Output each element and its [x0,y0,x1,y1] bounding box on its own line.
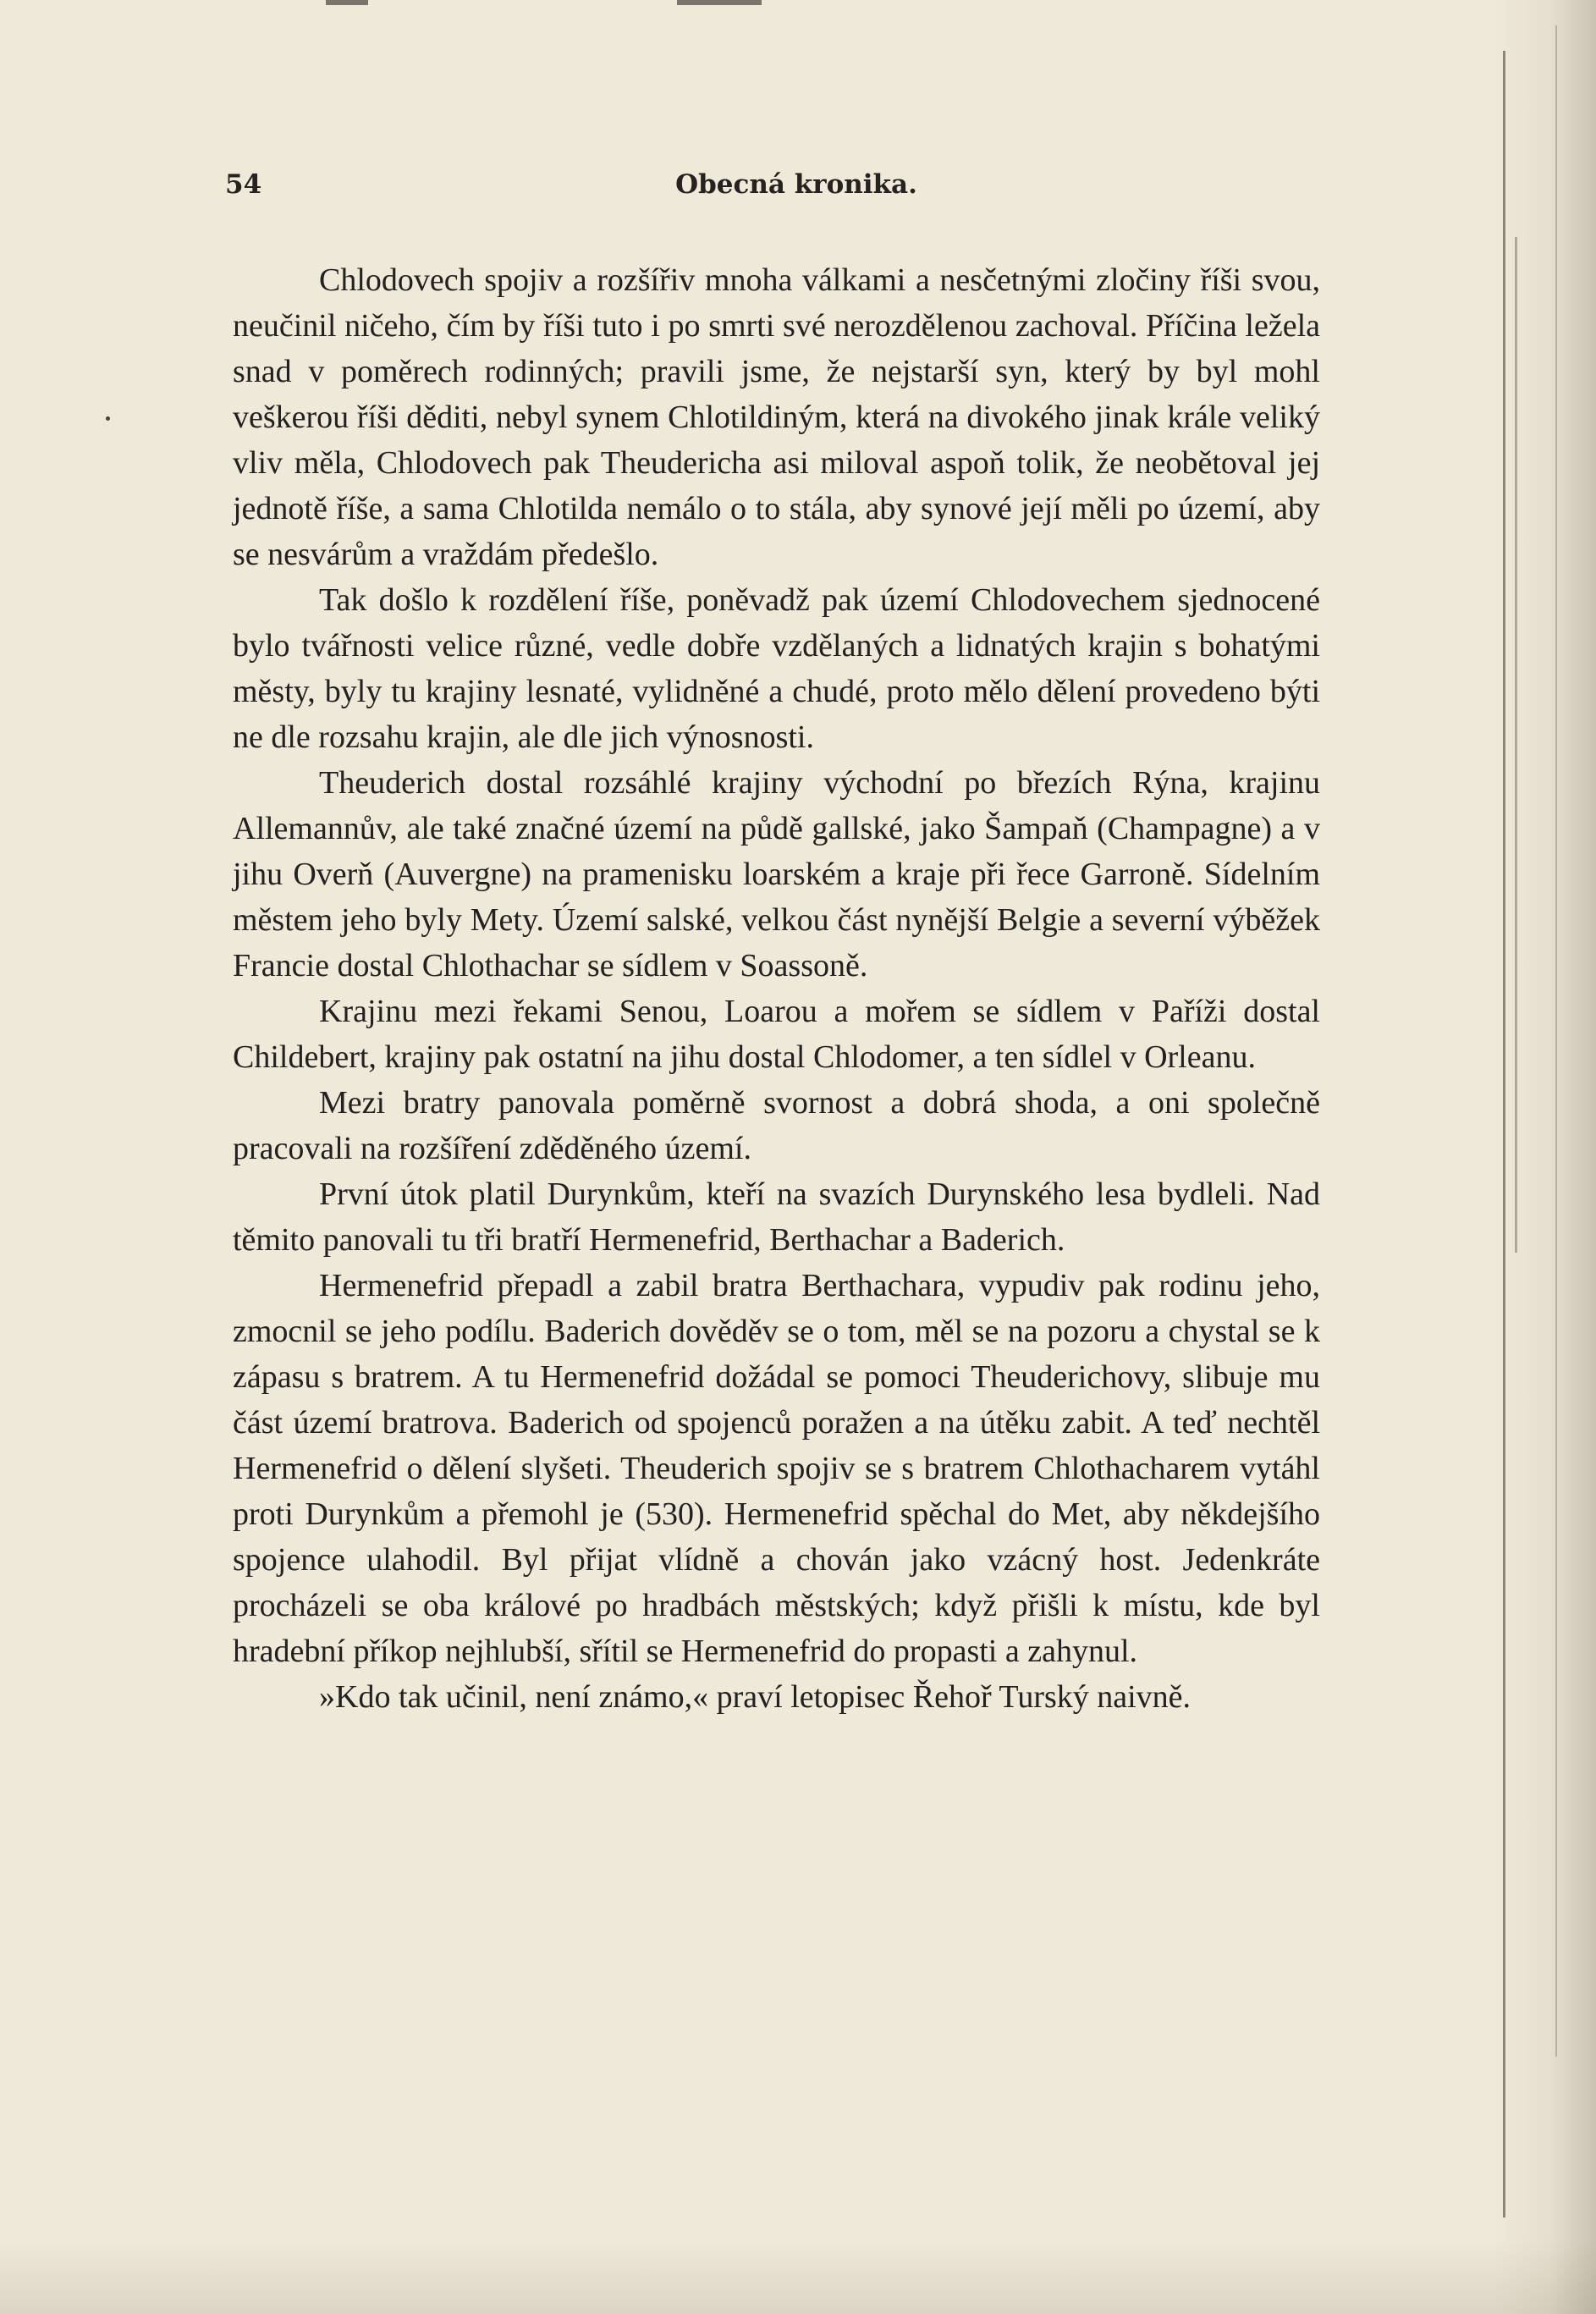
text-body [233,257,1320,1720]
paragraph: Chlodovech spojiv a rozšířiv mnoha válkami a nesčetnými zločiny říši svou, neučinil ničeho, čím by říši tuto i po smrti své nerozdělenou zachoval. Příčina ležela snad v poměrech rodinných; pravili jsme, že nejstarší syn, který by byl mohl veškerou říši děditi, nebyl synem Chlotildiným, která na divokého jinak krále veliký vliv měla, Chlodovech pak Theudericha asi miloval aspoň tolik, že neobětoval jej jednotě říše, a sama Chlotilda nemálo o to stála, aby synové její měli po území, aby se nesvárům a vraždám předešlo. [233,262,1320,572]
top-edge-mark [677,0,762,5]
paragraph: Mezi bratry panovala poměrně svornost a dobrá shoda, a oni společně pracovali na rozšíření zděděného území. [233,1085,1320,1166]
margin-speck [106,416,110,421]
paragraph: »Kdo tak učinil, není známo,« praví letopisec Řehoř Turský naivně. [319,1679,1191,1715]
paragraph: Krajinu mezi řekami Senou, Loarou a mořem se sídlem v Paříži dostal Childebert, krajiny pak ostatní na jihu dostal Chlodomer, a ten sídlel v Orleanu. [233,994,1320,1075]
binding-edge-line [1555,25,1557,2057]
paragraph: Theuderich dostal rozsáhlé krajiny východní po březích Rýna, krajinu Allemannův, ale také značné území na půdě gallské, jako Šampaň (Champagne) a v jihu Overň (Auvergne) na pramenisku loarském a kraje při řece Garroně. Sídelním městem jeho byly Mety. Území salské, velkou část nynější Belgie a severní výběžek Francie dostal Chlothachar se sídlem v Soassoně. [233,765,1320,983]
paragraph: První útok platil Durynkům, kteří na svazích Durynského lesa bydleli. Nad těmito panovali tu tři bratří Hermenefrid, Berthachar a Baderich. [233,1176,1320,1258]
binding-edge-line [1515,237,1517,1253]
page-header [225,169,1317,212]
page-gutter-shadow [1494,0,1596,2314]
page-number: 54 [225,169,262,200]
page-bottom-shadow [0,2238,1596,2314]
top-edge-mark [326,0,368,5]
paragraph: Tak došlo k rozdělení říše, poněvadž pak území Chlodovechem sjednocené bylo tvářnosti velice různé, vedle dobře vzdělaných a lidnatých krajin s bohatými městy, byly tu krajiny lesnaté, vylidněné a chudé, proto mělo dělení provedeno býti ne dle rozsahu krajin, ale dle jich výnosnosti. [233,582,1320,755]
running-title: Obecná kronika. [675,169,917,200]
binding-edge-line [1503,51,1505,2218]
paragraph: Hermenefrid přepadl a zabil bratra Berthachara, vypudiv pak rodinu jeho, zmocnil se jeho podílu. Baderich dověděv se o tom, měl se na pozoru a chystal se k zápasu s bratrem. A tu Hermenefrid dožádal se pomoci Theuderichovy, slibuje mu část území bratrova. Baderich od spojenců poražen a na útěku zabit. A teď nechtěl Hermenefrid o dělení slyšeti. Theuderich spojiv se s bratrem Chlothacharem vytáhl proti Durynkům a přemohl je (530). Hermenefrid spěchal do Met, aby někdejšího spojence ulahodil. Byl přijat vlídně a chován jako vzácný host. Jedenkráte procházeli se oba králové po hradbách městských; když přišli k místu, kde byl hradební příkop nejhlubší, sřítil se Hermenefrid do propasti a zahynul. [233,1268,1320,1669]
